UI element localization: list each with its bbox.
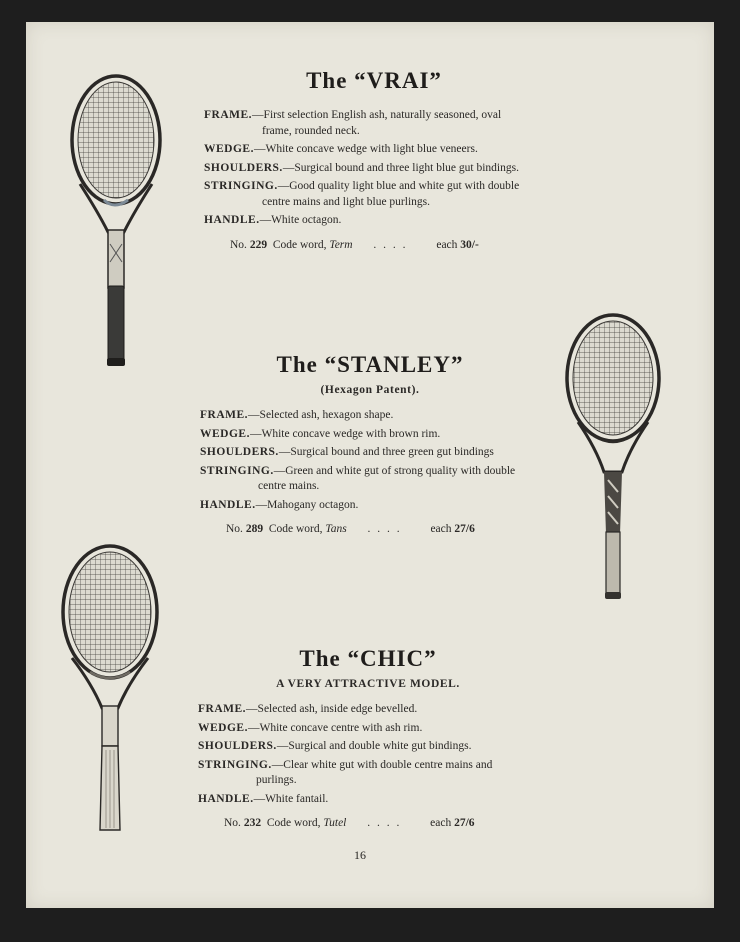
product-title: The “STANLEY” xyxy=(276,352,464,377)
spec-handle: HANDLE.—Mahogany octagon. xyxy=(200,498,359,511)
spec-list xyxy=(204,108,544,229)
spec-wedge: WEDGE.—White concave centre with ash rim. xyxy=(198,721,423,734)
racket-icon xyxy=(68,72,164,368)
spec-list xyxy=(200,408,540,513)
racket-chic-illustration xyxy=(60,544,160,836)
spec-frame: FRAME.—Selected ash, hexagon shape. xyxy=(200,409,394,421)
spec-shoulders: SHOULDERS.—Surgical and double white gut bindings. xyxy=(198,740,472,752)
spec-frame: FRAME.—First selection English ash, naturally seasoned, oval frame, rounded neck. xyxy=(204,109,502,137)
spec-handle: HANDLE.—White fantail. xyxy=(198,792,329,805)
product-subtitle: A VERY ATTRACTIVE MODEL. xyxy=(276,678,460,690)
spec-handle: HANDLE.—White octagon. xyxy=(204,214,342,226)
spec-wedge: WEDGE.—White concave wedge with light blue veneers. xyxy=(204,143,478,155)
page-number: 16 xyxy=(354,848,366,862)
spec-stringing: STRINGING.—Clear white gut with double centre mains and purlings. xyxy=(198,758,493,786)
spec-stringing: STRINGING.—Green and white gut of strong quality with double centre mains. xyxy=(200,464,516,492)
racket-icon xyxy=(564,312,662,602)
spec-shoulders: SHOULDERS.—Surgical bound and three green gut bindings xyxy=(200,446,494,458)
spec-stringing: STRINGING.—Good quality light blue and white gut with double centre mains and light blue purlings. xyxy=(204,180,520,208)
price-line: No. 229 Code word, Term . . . . each 30/- xyxy=(230,238,479,251)
product-title: The “CHIC” xyxy=(299,646,437,671)
racket-stanley-illustration xyxy=(564,312,662,602)
price-line: No. 232 Code word, Tutel . . . . each 27/6 xyxy=(224,817,475,829)
racket-icon xyxy=(60,544,160,836)
product-chic xyxy=(198,646,538,829)
product-subtitle: (Hexagon Patent). xyxy=(320,384,420,396)
spec-wedge: WEDGE.—White concave wedge with brown rim. xyxy=(200,427,441,440)
spec-list xyxy=(198,702,538,807)
product-title: The “VRAI” xyxy=(306,68,442,93)
price-line: No. 289 Code word, Tans . . . . each 27/6 xyxy=(226,523,475,535)
racket-vrai-illustration xyxy=(68,72,164,368)
product-stanley xyxy=(200,352,540,535)
catalogue-page xyxy=(26,22,714,908)
spec-frame: FRAME.—Selected ash, inside edge bevelled. xyxy=(198,703,418,715)
spec-shoulders: SHOULDERS.—Surgical bound and three light blue gut bindings. xyxy=(204,161,519,174)
product-vrai xyxy=(204,68,544,251)
